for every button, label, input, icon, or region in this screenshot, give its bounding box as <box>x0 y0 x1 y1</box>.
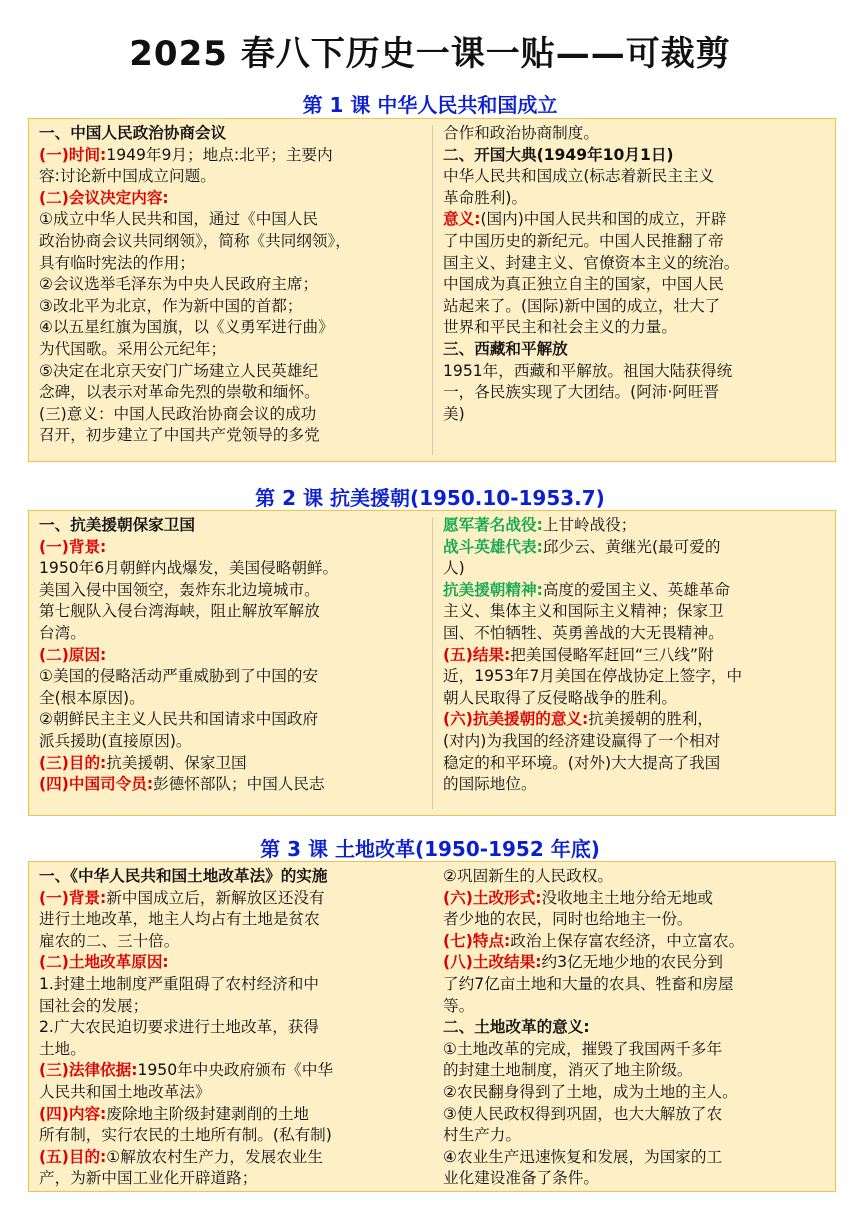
text-line <box>443 145 831 167</box>
heading-text: 二、开国大典(1949年10月1日) <box>443 145 674 164</box>
body-text: ①解放农村生产力，发展农业生 <box>106 1147 323 1166</box>
body-text: 1950年中央政府颁布《中华 <box>137 1061 334 1080</box>
body-text: 为代国歌。采用公元纪年； <box>39 339 227 358</box>
body-text: 全(根本原因)。 <box>39 688 145 707</box>
body-text: 政治协商会议共同纲领》，简称《共同纲领》， <box>39 231 351 250</box>
text-line <box>39 866 427 888</box>
green-label: 战斗英雄代表: <box>443 537 543 556</box>
lesson-1-card <box>28 118 836 462</box>
red-label: 意义: <box>443 210 481 229</box>
text-line <box>39 931 427 953</box>
lesson-1-title: 第 1 课 中华人民共和国成立 <box>302 93 558 117</box>
text-line <box>443 688 831 710</box>
text-line <box>39 339 427 361</box>
text-line <box>39 425 427 447</box>
body-text: 邱少云、黄继光(最可爱的 <box>542 537 721 556</box>
column-divider <box>432 517 433 809</box>
text-line <box>39 1168 427 1190</box>
text-line <box>39 382 427 404</box>
text-line <box>39 231 427 253</box>
body-text: 的封建土地制度，消灭了地主阶级。 <box>443 1061 693 1080</box>
text-line <box>39 537 427 559</box>
body-text: 业化建设准备了条件。 <box>443 1169 599 1188</box>
text-line <box>39 774 427 796</box>
body-text: ②巩固新生的人民政权。 <box>443 867 613 885</box>
text-line <box>39 515 427 537</box>
body-text: 产，为新中国工业化开辟道路； <box>39 1169 258 1188</box>
body-text: 站起来了。(国际)新中国的成立，壮大了 <box>443 296 721 315</box>
red-label: (五)结果: <box>443 645 511 664</box>
body-text: ②会议选举毛泽东为中央人民政府主席； <box>39 275 319 294</box>
text-line <box>443 731 831 753</box>
body-text: ①土地改革的完成，摧毁了我国两千多年 <box>443 1039 723 1058</box>
lesson-3-title: 第 3 课 土地改革(1950-1952 年底) <box>260 837 600 861</box>
text-line <box>443 166 831 188</box>
body-text: (三)意义：中国人民政治协商会议的成功 <box>39 404 317 423</box>
red-label: (一)背景: <box>39 537 107 556</box>
text-line <box>443 339 831 361</box>
text-line <box>39 974 427 996</box>
red-label: (六)抗美援朝的意义: <box>443 710 589 729</box>
body-text: 抗美援朝的胜利， <box>588 710 714 729</box>
lesson-3-right-column <box>443 866 831 1190</box>
body-text: 主义、集体主义和国际主义精神；保家卫 <box>443 602 724 621</box>
red-label: (一)时间: <box>39 145 107 164</box>
text-line <box>39 996 427 1018</box>
text-line <box>39 909 427 931</box>
text-line <box>443 580 831 602</box>
text-line <box>443 231 831 253</box>
body-text: 人民共和国土地改革法》 <box>39 1082 211 1101</box>
body-text: 上甘岭战役； <box>542 516 637 534</box>
body-text: 者少地的农民，同时也给地主一份。 <box>443 910 693 929</box>
text-line <box>443 361 831 383</box>
body-text: ②农民翻身得到了土地，成为土地的主人。 <box>443 1082 738 1101</box>
text-line <box>39 1017 427 1039</box>
body-text: ②朝鲜民主主义人民共和国请求中国政府 <box>39 710 319 729</box>
text-line <box>443 666 831 688</box>
green-label: 愿军著名战役: <box>443 516 543 534</box>
body-text: 国、不怕牺牲、英勇善战的大无畏精神。 <box>443 623 724 642</box>
text-line <box>39 145 427 167</box>
lesson-3-left-column <box>39 866 427 1190</box>
text-line <box>443 123 831 145</box>
body-text: 1950年6月朝鲜内战爆发，美国侵略朝鲜。 <box>39 559 339 578</box>
text-line <box>443 1125 831 1147</box>
body-text: (国内)中国人民共和国的成立，开辟 <box>480 210 727 229</box>
body-text: 的国际地位。 <box>443 775 537 794</box>
text-line <box>443 1147 831 1169</box>
lesson-2-left-column <box>39 515 427 796</box>
text-line <box>443 1017 831 1039</box>
body-text: 召开，初步建立了中国共产党领导的多党 <box>39 426 320 445</box>
red-label: (三)目的: <box>39 753 107 772</box>
body-text: 中国成为真正独立自主的国家，中国人民 <box>443 275 724 294</box>
text-line <box>39 253 427 275</box>
text-line <box>39 731 427 753</box>
heading-text: 一、抗美援朝保家卫国 <box>39 516 195 534</box>
text-line <box>443 996 831 1018</box>
body-text: 派兵援助(直接原因)。 <box>39 731 192 750</box>
body-text: ④以五星红旗为国旗，以《义勇军进行曲》 <box>39 318 334 337</box>
body-text: 国社会的发展； <box>39 996 149 1015</box>
body-text: 美国入侵中国领空，轰炸东北边境城市。 <box>39 580 320 599</box>
text-line <box>39 645 427 667</box>
body-text: 了中国历史的新纪元。中国人民推翻了帝 <box>443 231 724 250</box>
body-text: 没收地主土地分给无地或 <box>541 888 714 907</box>
body-text: 抗美援朝、保家卫国 <box>106 753 247 772</box>
body-text: 世界和平民主和社会主义的力量。 <box>443 318 677 337</box>
red-label: (五)目的: <box>39 1147 107 1166</box>
body-text: 约3亿无地少地的农民分到 <box>541 953 723 972</box>
text-line <box>443 1082 831 1104</box>
text-line <box>443 709 831 731</box>
body-text: 所有制，实行农民的土地所有制。(私有制) <box>39 1126 332 1145</box>
text-line <box>443 274 831 296</box>
body-text: 容:讨论新中国成立问题。 <box>39 167 216 186</box>
body-text: 1951年，西藏和平解放。祖国大陆获得统 <box>443 361 733 380</box>
red-label: (一)背景: <box>39 888 107 907</box>
body-text: ③使人民政权得到巩固，也大大解放了农 <box>443 1104 723 1123</box>
body-text: 人) <box>443 559 465 578</box>
text-line <box>39 361 427 383</box>
text-line <box>39 952 427 974</box>
text-line <box>443 253 831 275</box>
body-text: 雇农的二、三十倍。 <box>39 931 180 950</box>
body-text: 新中国成立后，新解放区还没有 <box>106 888 325 907</box>
body-text: 朝人民取得了反侵略战争的胜利。 <box>443 688 677 707</box>
text-line <box>443 296 831 318</box>
text-line <box>443 774 831 796</box>
heading-text: 三、西藏和平解放 <box>443 339 568 358</box>
text-line <box>39 688 427 710</box>
body-text: ①成立中华人民共和国，通过《中国人民 <box>39 210 319 229</box>
body-text: 土地。 <box>39 1039 86 1058</box>
text-line <box>39 1082 427 1104</box>
text-line <box>39 888 427 910</box>
body-text: 等。 <box>443 996 475 1015</box>
text-line <box>39 296 427 318</box>
text-line <box>443 888 831 910</box>
heading-text: 二、土地改革的意义: <box>443 1018 590 1037</box>
text-line <box>39 558 427 580</box>
lesson-2-title: 第 2 课 抗美援朝(1950.10-1953.7) <box>255 486 605 510</box>
body-text: 2.广大农民迫切要求进行土地改革，获得 <box>39 1018 319 1037</box>
body-text: 进行土地改革，地主人均占有土地是贫农 <box>39 910 320 929</box>
red-label: (二)土地改革原因: <box>39 953 169 972</box>
body-text: 第七舰队入侵台湾海峡，阻止解放军解放 <box>39 602 320 621</box>
text-line <box>443 404 831 426</box>
text-line <box>443 317 831 339</box>
text-line <box>443 382 831 404</box>
text-line <box>39 166 427 188</box>
red-label: (六)土改形式: <box>443 888 542 907</box>
text-line <box>443 601 831 623</box>
red-label: (四)中国司令员: <box>39 775 154 794</box>
body-text: 近，1953年7月美国在停战协定上签字，中 <box>443 667 743 686</box>
text-line <box>443 1060 831 1082</box>
lesson-2-right-column <box>443 515 831 796</box>
red-label: (二)会议决定内容: <box>39 188 169 207</box>
text-line <box>39 709 427 731</box>
text-line <box>39 580 427 602</box>
text-line <box>443 558 831 580</box>
text-line <box>39 623 427 645</box>
lesson-1-left-column <box>39 123 427 447</box>
body-text: ⑤决定在北京天安门广场建立人民英雄纪 <box>39 361 319 380</box>
text-line <box>39 1060 427 1082</box>
text-line <box>443 1039 831 1061</box>
green-label: 抗美援朝精神: <box>443 580 543 599</box>
body-text: 村生产力。 <box>443 1126 521 1145</box>
body-text: 1.封建土地制度严重阻碍了农村经济和中 <box>39 974 319 993</box>
body-text: ①美国的侵略活动严重威胁到了中国的安 <box>39 667 319 686</box>
text-line <box>443 1104 831 1126</box>
text-line <box>39 274 427 296</box>
text-line <box>443 623 831 645</box>
body-text: 美) <box>443 404 465 423</box>
text-line <box>443 515 831 537</box>
heading-text: 一、中国人民政治协商会议 <box>39 124 227 142</box>
body-text: 革命胜利)。 <box>443 188 528 207</box>
body-text: 稳定的和平环境。(对外)大大提高了我国 <box>443 753 721 772</box>
body-text: 彭德怀部队；中国人民志 <box>153 775 325 794</box>
body-text: 中华人民共和国成立(标志着新民主主义 <box>443 167 715 186</box>
body-text: 念碑，以表示对革命先烈的崇敬和缅怀。 <box>39 383 320 402</box>
red-label: (三)法律依据: <box>39 1061 138 1080</box>
text-line <box>443 188 831 210</box>
red-label: (七)特点: <box>443 931 511 950</box>
text-line <box>39 1104 427 1126</box>
text-line <box>443 209 831 231</box>
text-line <box>443 645 831 667</box>
text-line <box>39 123 427 145</box>
text-line <box>443 909 831 931</box>
heading-text: 一、《中华人民共和国土地改革法》的实施 <box>39 867 328 885</box>
text-line <box>39 753 427 775</box>
body-text: 具有临时宪法的作用； <box>39 253 195 272</box>
text-line <box>39 601 427 623</box>
text-line <box>443 866 831 888</box>
page-title: 2025 春八下历史一课一贴——可裁剪 <box>129 34 731 74</box>
lesson-2-card <box>28 510 836 816</box>
body-text: 了约7亿亩土地和大量的农具、牲畜和房屋 <box>443 974 734 993</box>
body-text: 台湾。 <box>39 623 86 642</box>
text-line <box>443 974 831 996</box>
text-line <box>39 317 427 339</box>
body-text: 国主义、封建主义、官僚资本主义的统治。 <box>443 253 740 272</box>
body-text: 高度的爱国主义、英雄革命 <box>542 580 730 599</box>
body-text: 合作和政治协商制度。 <box>443 124 599 142</box>
lesson-1-right-column <box>443 123 831 425</box>
text-line <box>39 188 427 210</box>
body-text: (对内)为我国的经济建设赢得了一个相对 <box>443 731 721 750</box>
text-line <box>443 931 831 953</box>
text-line <box>39 1039 427 1061</box>
body-text: 一，各民族实现了大团结。(阿沛·阿旺晋 <box>443 383 720 402</box>
body-text: 1949年9月；地点:北平；主要内 <box>106 145 333 164</box>
body-text: 把美国侵略军赶回“三八线”附 <box>510 645 714 664</box>
red-label: (二)原因: <box>39 645 107 664</box>
red-label: (八)土改结果: <box>443 953 542 972</box>
text-line <box>39 209 427 231</box>
text-line <box>39 1125 427 1147</box>
text-line <box>443 952 831 974</box>
lesson-3-card <box>28 861 836 1192</box>
text-line <box>443 753 831 775</box>
text-line <box>39 404 427 426</box>
column-divider <box>432 125 433 455</box>
body-text: 废除地主阶级封建剥削的土地 <box>106 1104 310 1123</box>
body-text: ③改北平为北京，作为新中国的首都； <box>39 296 303 315</box>
text-line <box>39 1147 427 1169</box>
text-line <box>39 666 427 688</box>
text-line <box>443 1168 831 1190</box>
body-text: 政治上保存富农经济，中立富农。 <box>510 931 745 950</box>
red-label: (四)内容: <box>39 1104 107 1123</box>
body-text: ④农业生产迅速恢复和发展，为国家的工 <box>443 1147 723 1166</box>
text-line <box>443 537 831 559</box>
